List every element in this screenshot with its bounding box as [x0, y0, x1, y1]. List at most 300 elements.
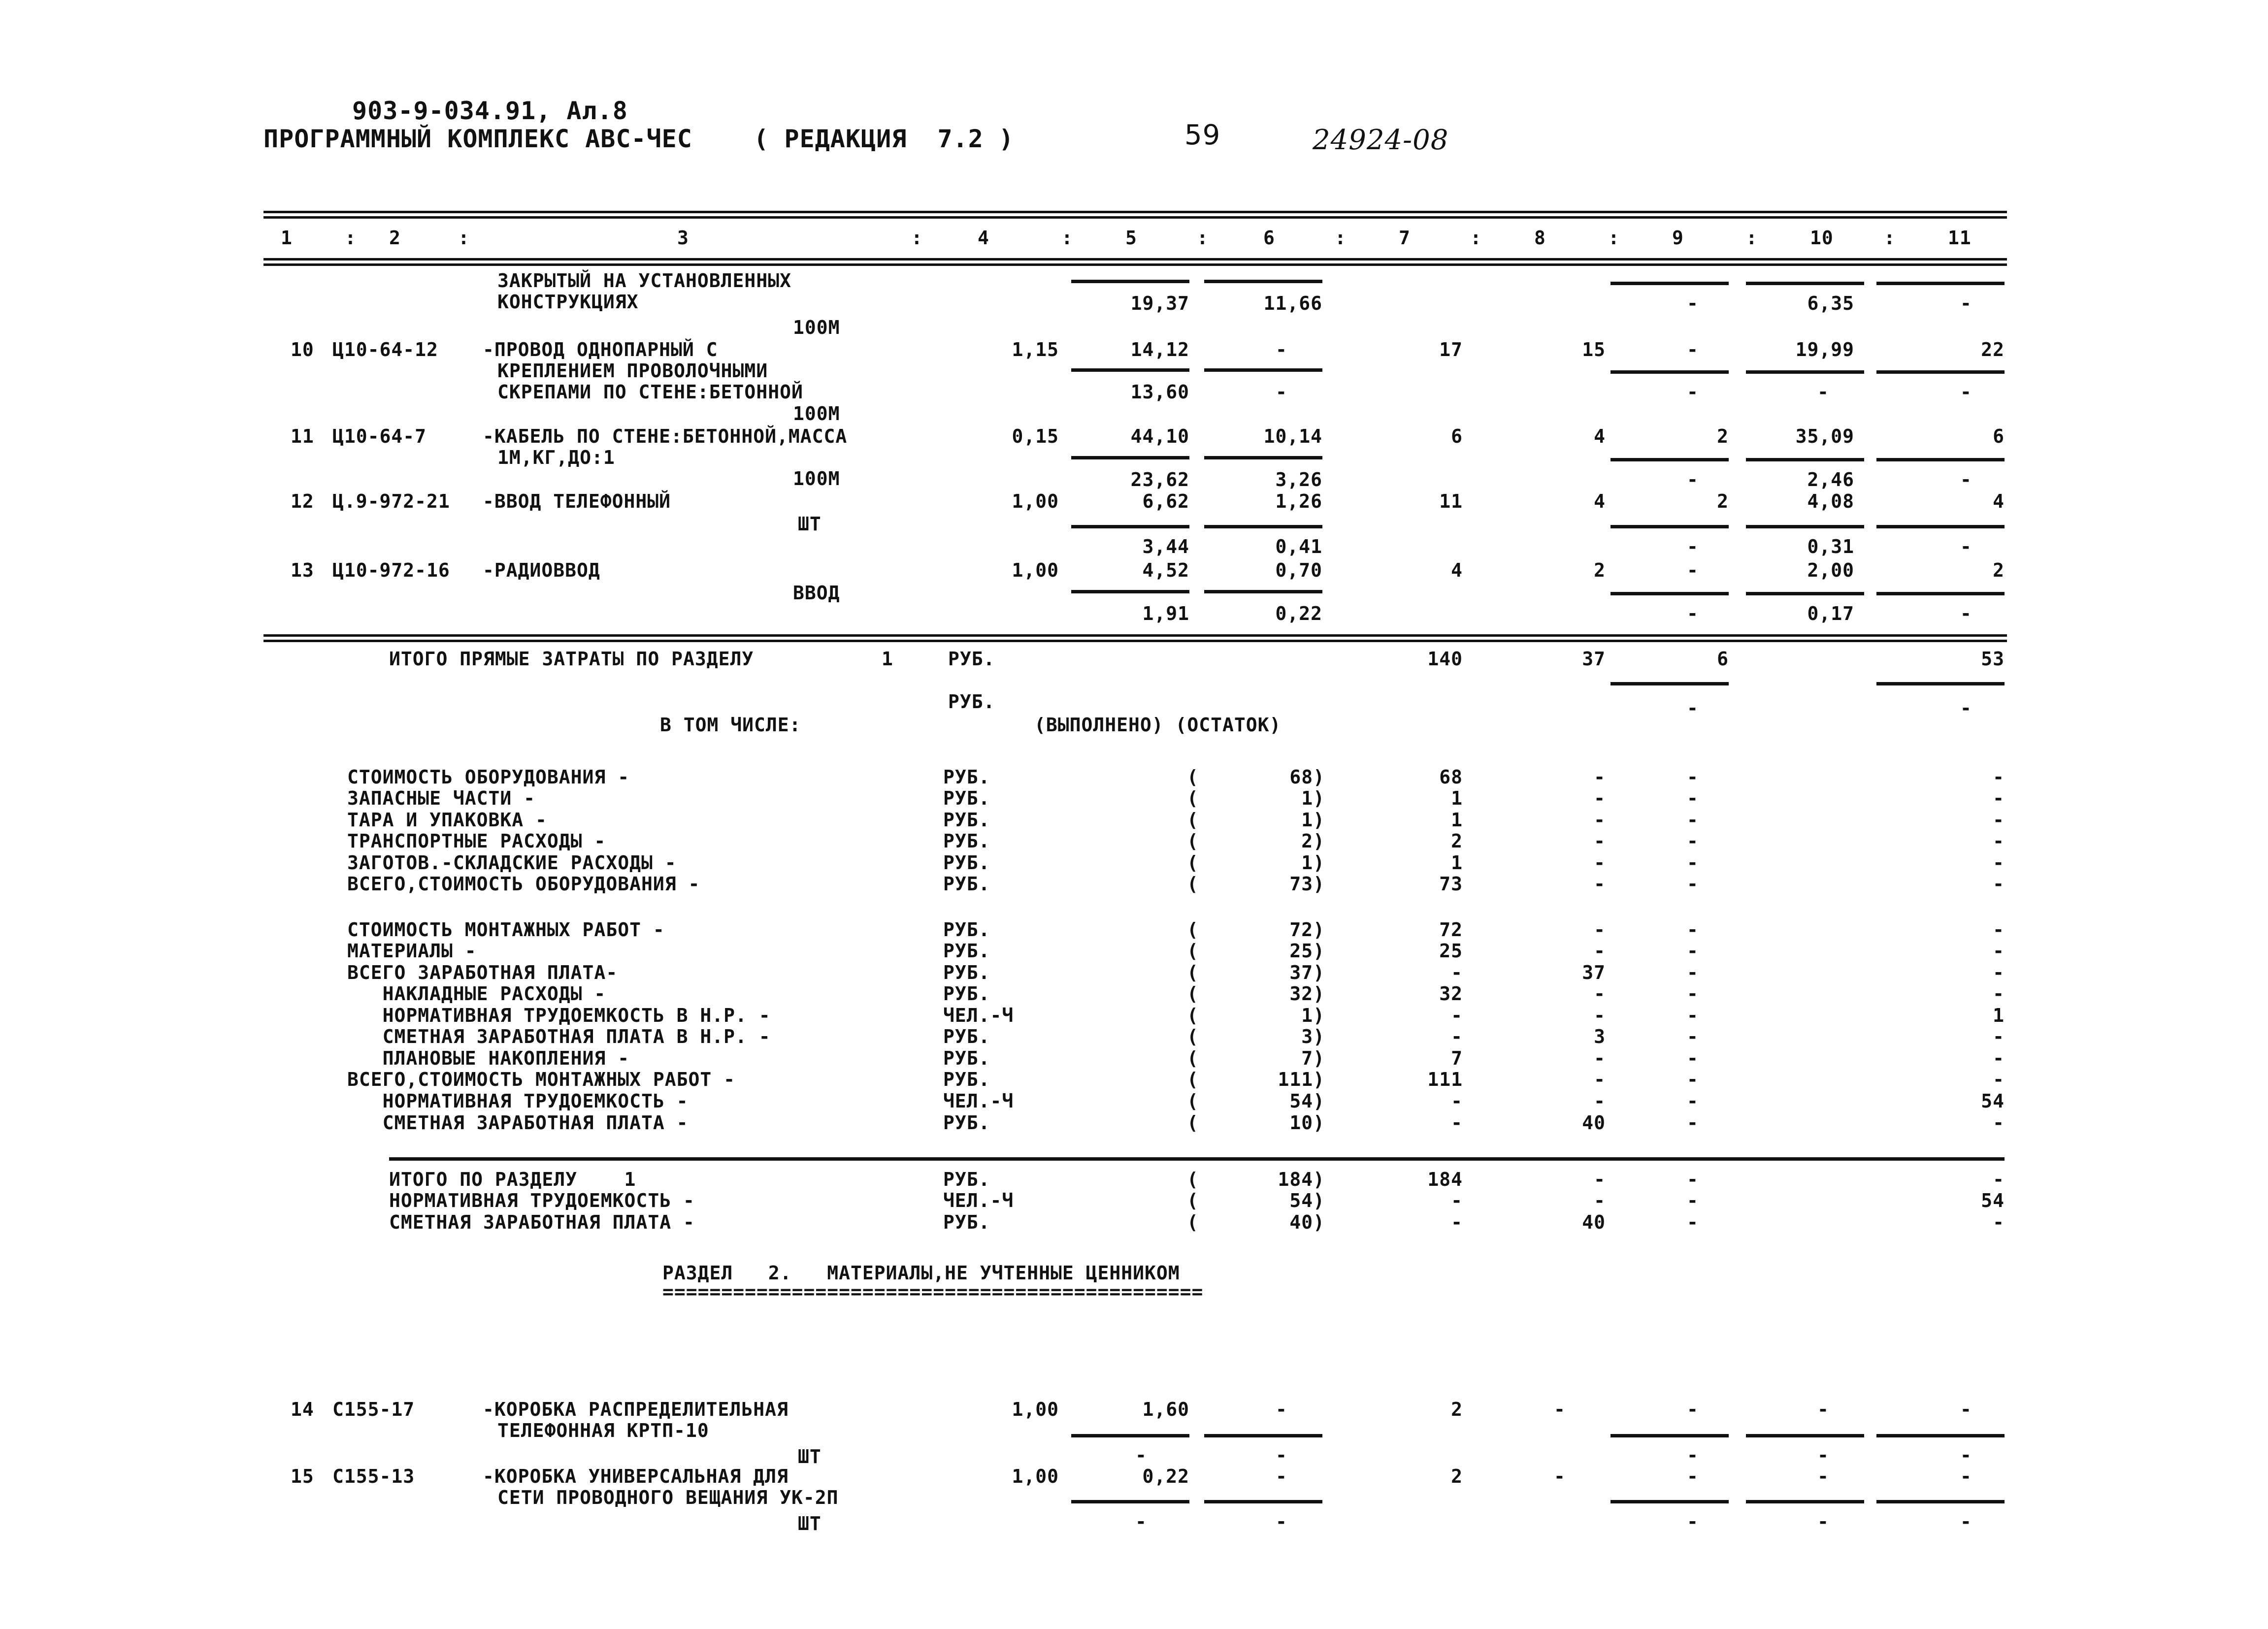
breakdown-label: ТРАНСПОРТНЫЕ РАСХОДЫ -	[347, 830, 606, 852]
bracket: (	[1187, 1211, 1199, 1233]
value-cell: 3,26	[1275, 469, 1322, 490]
value-cell: -	[1594, 983, 1606, 1005]
item-number: 15	[291, 1466, 314, 1487]
unit-label: РУБ.	[943, 962, 990, 983]
value-cell: -	[1135, 1444, 1147, 1466]
value-cell: -	[1687, 1069, 1699, 1090]
value-cell: -	[1817, 1511, 1829, 1532]
breakdown-label: ЗАПАСНЫЕ ЧАСТИ -	[347, 787, 536, 809]
value-cell: 4	[1594, 490, 1606, 512]
value-cell: -	[1960, 603, 1972, 624]
bracket: (	[1187, 766, 1199, 788]
item-code: Ц.9-972-21	[332, 490, 450, 512]
value-cell: -	[1993, 940, 2005, 962]
item-description: -КОРОБКА РАСПРЕДЕЛИТЕЛЬНАЯ	[483, 1399, 789, 1420]
remainder-value: 54)	[1289, 1190, 1325, 1211]
value-cell: -	[1993, 1069, 2005, 1090]
value-cell: -	[1960, 1399, 1972, 1420]
column-number: 7	[1399, 227, 1411, 249]
remainder-value: 73)	[1289, 873, 1325, 895]
value-cell: -	[1687, 1190, 1699, 1211]
value-cell: -	[1594, 1090, 1606, 1112]
value-cell: -	[1993, 852, 2005, 874]
value-cell: -	[1687, 919, 1699, 941]
value-cell: 0,17	[1807, 603, 1854, 624]
value-cell: 32	[1439, 983, 1463, 1005]
bracket: (	[1187, 1190, 1199, 1211]
value-cell: -	[1817, 1444, 1829, 1466]
breakdown-label: ПЛАНОВЫЕ НАКОПЛЕНИЯ -	[347, 1047, 630, 1069]
value-cell: 72	[1439, 919, 1463, 941]
value-cell: -	[1960, 536, 1972, 557]
item-description: ЗАКРЫТЫЙ НА УСТАНОВЛЕННЫХ	[497, 270, 791, 292]
remainder-value: 37)	[1289, 962, 1325, 983]
section-total-label: НОРМАТИВНАЯ ТРУДОЕМКОСТЬ -	[389, 1190, 695, 1211]
value-cell: -	[1594, 830, 1606, 852]
quantity: 1,00	[1012, 559, 1059, 581]
value-cell: -	[1687, 1444, 1699, 1466]
value-cell: -	[1687, 469, 1699, 490]
value-cell: 10,14	[1263, 425, 1322, 447]
program-title: ПРОГРАММНЫЙ КОМПЛЕКС АВС-ЧЕС ( РЕДАКЦИЯ 7.2 )	[263, 125, 1015, 153]
value-cell: 0,22	[1142, 1466, 1189, 1487]
value-cell: 0,31	[1807, 536, 1854, 557]
value-cell: -	[1687, 1005, 1699, 1026]
value-cell: 6	[1451, 425, 1463, 447]
page-number: 59	[1184, 119, 1221, 151]
bracket: (	[1187, 962, 1199, 983]
item-description: СКРЕПАМИ ПО СТЕНЕ:БЕТОННОЙ	[497, 381, 803, 403]
value-cell: -	[1687, 809, 1699, 831]
value-cell: -	[1817, 1466, 1829, 1487]
value-cell: -	[1687, 873, 1699, 895]
remainder-value: 3)	[1301, 1026, 1325, 1047]
value-cell: 14,12	[1130, 339, 1189, 360]
value-cell: 4,52	[1142, 559, 1189, 581]
value-cell: -	[1594, 873, 1606, 895]
item-description: -РАДИОВВОД	[483, 559, 600, 581]
value-cell: -	[1687, 536, 1699, 557]
value-cell: 1	[1451, 852, 1463, 874]
remainder-value: 2)	[1301, 830, 1325, 852]
value-cell: -	[1993, 1211, 2005, 1233]
value-cell: -	[1993, 873, 2005, 895]
column-number: 1	[281, 227, 293, 249]
value-cell: 1,26	[1275, 490, 1322, 512]
value-cell: 2,00	[1807, 559, 1854, 581]
column-number: 5	[1125, 227, 1137, 249]
value-cell: -	[1594, 1169, 1606, 1190]
breakdown-label: НОРМАТИВНАЯ ТРУДОЕМКОСТЬ В Н.Р. -	[347, 1005, 771, 1026]
remainder-value: 1)	[1301, 1005, 1325, 1026]
value-cell: -	[1276, 1511, 1287, 1532]
value-cell: 53	[1981, 648, 2005, 670]
unit-label: РУБ.	[943, 830, 990, 852]
value-cell: 6,35	[1807, 293, 1854, 314]
value-cell: -	[1960, 469, 1972, 490]
unit-label: 100М	[793, 317, 840, 338]
column-number: 11	[1948, 227, 1972, 249]
unit-label: РУБ.	[943, 787, 990, 809]
value-cell: 23,62	[1130, 469, 1189, 490]
value-cell: -	[1817, 1399, 1829, 1420]
value-cell: 54	[1981, 1090, 2005, 1112]
breakdown-label: ВСЕГО ЗАРАБОТНАЯ ПЛАТА-	[347, 962, 618, 983]
item-description: -КАБЕЛЬ ПО СТЕНЕ:БЕТОННОЙ,МАССА	[483, 425, 848, 447]
value-cell: -	[1451, 1211, 1463, 1233]
value-cell: -	[1594, 1190, 1606, 1211]
unit-label: РУБ.	[943, 766, 990, 788]
remainder-value: 25)	[1289, 940, 1325, 962]
value-cell: -	[1554, 1399, 1566, 1420]
value-cell: -	[1993, 787, 2005, 809]
value-cell: -	[1687, 1026, 1699, 1047]
unit-label: РУБ.	[943, 1112, 990, 1134]
breakdown-label: СМЕТНАЯ ЗАРАБОТНАЯ ПЛАТА -	[347, 1112, 689, 1134]
value-cell: -	[1594, 766, 1606, 788]
item-number: 12	[291, 490, 314, 512]
item-number: 10	[291, 339, 314, 360]
value-cell: 6	[1717, 648, 1729, 670]
value-cell: 1	[1451, 787, 1463, 809]
breakdown-label: ЗАГОТОВ.-СКЛАДСКИЕ РАСХОДЫ -	[347, 852, 677, 874]
column-number: 10	[1810, 227, 1834, 249]
bracket: (	[1187, 919, 1199, 941]
value-cell: 3	[1594, 1026, 1606, 1047]
value-cell: -	[1960, 1466, 1972, 1487]
remainder-value: 1)	[1301, 852, 1325, 874]
unit-label: РУБ.	[948, 648, 995, 670]
value-cell: 4	[1451, 559, 1463, 581]
bracket: (	[1187, 1169, 1199, 1190]
quantity: 1,00	[1012, 490, 1059, 512]
remainder-value: 111)	[1278, 1069, 1325, 1090]
value-cell: 111	[1427, 1069, 1463, 1090]
item-code: С155-17	[332, 1399, 415, 1420]
value-cell: -	[1960, 381, 1972, 403]
item-number: 13	[291, 559, 314, 581]
value-cell: -	[1687, 1090, 1699, 1112]
value-cell: -	[1993, 766, 2005, 788]
remainder-value: 54)	[1289, 1090, 1325, 1112]
value-cell: -	[1276, 1399, 1287, 1420]
item-description: КОНСТРУКЦИЯХ	[497, 291, 639, 313]
value-cell: -	[1276, 1466, 1287, 1487]
value-cell: -	[1993, 1047, 2005, 1069]
value-cell: 25	[1439, 940, 1463, 962]
remainder-value: 72)	[1289, 919, 1325, 941]
value-cell: -	[1687, 293, 1699, 314]
value-cell: 35,09	[1795, 425, 1854, 447]
quantity: 1,00	[1012, 1466, 1059, 1487]
bracket: (	[1187, 1005, 1199, 1026]
value-cell: -	[1687, 830, 1699, 852]
value-cell: -	[1451, 1005, 1463, 1026]
breakdown-label: ВСЕГО,СТОИМОСТЬ ОБОРУДОВАНИЯ -	[347, 873, 700, 895]
bracket: (	[1187, 830, 1199, 852]
column-number: 8	[1534, 227, 1546, 249]
section-number: 1	[882, 648, 893, 670]
value-cell: -	[1687, 962, 1699, 983]
executed-remainder-header: (ВЫПОЛНЕНО) (ОСТАТОК)	[1034, 714, 1282, 736]
quantity: 1,00	[1012, 1399, 1059, 1420]
value-cell: -	[1276, 381, 1287, 403]
breakdown-label: МАТЕРИАЛЫ -	[347, 940, 477, 962]
item-number: 11	[291, 425, 314, 447]
value-cell: 68	[1439, 766, 1463, 788]
breakdown-label: НОРМАТИВНАЯ ТРУДОЕМКОСТЬ -	[347, 1090, 689, 1112]
value-cell: 1,60	[1142, 1399, 1189, 1420]
value-cell: 17	[1439, 339, 1463, 360]
value-cell: 0,41	[1275, 536, 1322, 557]
value-cell: -	[1451, 1112, 1463, 1134]
value-cell: 19,37	[1130, 293, 1189, 314]
value-cell: 73	[1439, 873, 1463, 895]
value-cell: -	[1451, 1090, 1463, 1112]
value-cell: -	[1993, 1112, 2005, 1134]
value-cell: -	[1594, 919, 1606, 941]
value-cell: 7	[1451, 1047, 1463, 1069]
value-cell: -	[1687, 940, 1699, 962]
value-cell: 6,62	[1142, 490, 1189, 512]
value-cell: -	[1594, 852, 1606, 874]
value-cell: -	[1687, 852, 1699, 874]
value-cell: -	[1687, 1169, 1699, 1190]
value-cell: -	[1993, 1169, 2005, 1190]
value-cell: 0,70	[1275, 559, 1322, 581]
value-cell: 2	[1993, 559, 2005, 581]
breakdown-label: ВСЕГО,СТОИМОСТЬ МОНТАЖНЫХ РАБОТ -	[347, 1069, 735, 1090]
unit-label: РУБ.	[943, 852, 990, 874]
value-cell: 140	[1427, 648, 1463, 670]
value-cell: 6	[1993, 425, 2005, 447]
bracket: (	[1187, 983, 1199, 1005]
value-cell: 1,91	[1142, 603, 1189, 624]
value-cell: 1	[1993, 1005, 2005, 1026]
value-cell: -	[1687, 983, 1699, 1005]
value-cell: -	[1817, 381, 1829, 403]
unit-label: РУБ.	[943, 1026, 990, 1047]
value-cell: -	[1993, 809, 2005, 831]
unit-label: ЧЕЛ.-Ч	[943, 1190, 1014, 1211]
value-cell: -	[1687, 697, 1699, 719]
value-cell: 2	[1717, 490, 1729, 512]
section-total-rule	[389, 1157, 2005, 1161]
value-cell: -	[1594, 809, 1606, 831]
value-cell: -	[1687, 603, 1699, 624]
value-cell: 184	[1427, 1169, 1463, 1190]
item-code: Ц10-64-12	[332, 339, 438, 360]
including-label: В ТОМ ЧИСЛЕ:	[660, 714, 801, 736]
section-total-label: ИТОГО ПО РАЗДЕЛУ 1	[389, 1169, 636, 1190]
value-cell: -	[1993, 830, 2005, 852]
value-cell: 4	[1594, 425, 1606, 447]
value-cell: -	[1993, 919, 2005, 941]
value-cell: -	[1451, 962, 1463, 983]
value-cell: 54	[1981, 1190, 2005, 1211]
value-cell: -	[1594, 787, 1606, 809]
unit-label: РУБ.	[943, 1069, 990, 1090]
value-cell: -	[1687, 787, 1699, 809]
value-cell: 4,08	[1807, 490, 1854, 512]
value-cell: -	[1594, 940, 1606, 962]
value-cell: -	[1993, 1026, 2005, 1047]
value-cell: -	[1687, 1466, 1699, 1487]
value-cell: -	[1993, 983, 2005, 1005]
item-number: 14	[291, 1399, 314, 1420]
value-cell: 2	[1451, 1466, 1463, 1487]
item-description: КРЕПЛЕНИЕМ ПРОВОЛОЧНЫМИ	[497, 360, 768, 382]
item-description: -КОРОБКА УНИВЕРСАЛЬНАЯ ДЛЯ	[483, 1466, 789, 1487]
remainder-value: 10)	[1289, 1112, 1325, 1134]
value-cell: 11	[1439, 490, 1463, 512]
quantity: 1,15	[1012, 339, 1059, 360]
value-cell: -	[1687, 1047, 1699, 1069]
remainder-value: 40)	[1289, 1211, 1325, 1233]
value-cell: -	[1135, 1511, 1147, 1532]
unit-label: РУБ.	[948, 691, 995, 713]
unit-label: 100М	[793, 468, 840, 489]
value-cell: 2	[1717, 425, 1729, 447]
value-cell: 3,44	[1142, 536, 1189, 557]
value-cell: 40	[1582, 1112, 1606, 1134]
header-top-rule	[263, 211, 2007, 219]
value-cell: 37	[1582, 962, 1606, 983]
unit-label: РУБ.	[943, 873, 990, 895]
unit-label: ЧЕЛ.-Ч	[943, 1005, 1014, 1026]
value-cell: -	[1687, 1511, 1699, 1532]
item-code: Ц10-972-16	[332, 559, 450, 581]
column-number: 6	[1263, 227, 1275, 249]
value-cell: 19,99	[1795, 339, 1854, 360]
value-cell: -	[1960, 697, 1972, 719]
total-label: ИТОГО ПРЯМЫЕ ЗАТРАТЫ ПО РАЗДЕЛУ	[389, 648, 754, 670]
value-cell: 2	[1594, 559, 1606, 581]
unit-label: ШТ	[798, 513, 822, 535]
unit-label: РУБ.	[943, 809, 990, 831]
value-cell: -	[1687, 339, 1699, 360]
item-description: -ВВОД ТЕЛЕФОННЫЙ	[483, 490, 671, 512]
bracket: (	[1187, 852, 1199, 874]
value-cell: 2	[1451, 830, 1463, 852]
value-cell: 40	[1582, 1211, 1606, 1233]
value-cell: -	[1687, 1211, 1699, 1233]
quantity: 0,15	[1012, 425, 1059, 447]
value-cell: 44,10	[1130, 425, 1189, 447]
unit-label: РУБ.	[943, 983, 990, 1005]
breakdown-label: НАКЛАДНЫЕ РАСХОДЫ -	[347, 983, 606, 1005]
value-cell: 0,22	[1275, 603, 1322, 624]
value-cell: 13,60	[1130, 381, 1189, 403]
column-number: 3	[677, 227, 689, 249]
header-bottom-rule	[263, 258, 2007, 266]
value-cell: -	[1276, 1444, 1287, 1466]
value-cell: 15	[1582, 339, 1606, 360]
value-cell: -	[1687, 1112, 1699, 1134]
value-cell: -	[1451, 1026, 1463, 1047]
unit-label: 100М	[793, 403, 840, 424]
bracket: (	[1187, 873, 1199, 895]
item-code: С155-13	[332, 1466, 415, 1487]
value-cell: -	[1594, 1047, 1606, 1069]
remainder-value: 1)	[1301, 787, 1325, 809]
value-cell: 4	[1993, 490, 2005, 512]
remainder-value: 1)	[1301, 809, 1325, 831]
unit-label: ЧЕЛ.-Ч	[943, 1090, 1014, 1112]
unit-label: РУБ.	[943, 1211, 990, 1233]
item-code: Ц10-64-7	[332, 425, 427, 447]
section-2-underline: ==============================================	[662, 1281, 1204, 1303]
value-cell: 11,66	[1263, 293, 1322, 314]
item-description: ТЕЛЕФОННАЯ КРТП-10	[497, 1420, 709, 1441]
bracket: (	[1187, 1069, 1199, 1090]
unit-label: РУБ.	[943, 940, 990, 962]
remainder-value: 7)	[1301, 1047, 1325, 1069]
value-cell: -	[1993, 962, 2005, 983]
breakdown-label: СТОИМОСТЬ МОНТАЖНЫХ РАБОТ -	[347, 919, 665, 941]
column-number: 2	[389, 227, 401, 249]
handwritten-number: 24924-08	[1313, 124, 1449, 156]
item-description: 1М,КГ,ДО:1	[497, 447, 615, 468]
unit-label: РУБ.	[943, 919, 990, 941]
section-divider	[263, 634, 2007, 642]
unit-label: ШТ	[798, 1513, 822, 1534]
unit-label: ВВОД	[793, 582, 840, 604]
value-cell: -	[1960, 1444, 1972, 1466]
document-code: 903-9-034.91, Ал.8	[352, 97, 628, 125]
value-cell: 22	[1981, 339, 2005, 360]
bracket: (	[1187, 1112, 1199, 1134]
bracket: (	[1187, 787, 1199, 809]
value-cell: -	[1594, 1069, 1606, 1090]
value-cell: -	[1687, 766, 1699, 788]
unit-label: РУБ.	[943, 1047, 990, 1069]
item-description: -ПРОВОД ОДНОПАРНЫЙ С	[483, 339, 718, 360]
column-number: 9	[1672, 227, 1684, 249]
value-cell: 2,46	[1807, 469, 1854, 490]
bracket: (	[1187, 809, 1199, 831]
item-description: СЕТИ ПРОВОДНОГО ВЕЩАНИЯ УК-2П	[497, 1487, 839, 1508]
unit-label: РУБ.	[943, 1169, 990, 1190]
value-cell: 1	[1451, 809, 1463, 831]
section-total-label: СМЕТНАЯ ЗАРАБОТНАЯ ПЛАТА -	[389, 1211, 695, 1233]
bracket: (	[1187, 1047, 1199, 1069]
remainder-value: 68)	[1289, 766, 1325, 788]
bracket: (	[1187, 1090, 1199, 1112]
value-cell: -	[1687, 559, 1699, 581]
value-cell: 37	[1582, 648, 1606, 670]
remainder-value: 32)	[1289, 983, 1325, 1005]
value-cell: -	[1687, 1399, 1699, 1420]
value-cell: -	[1554, 1466, 1566, 1487]
bracket: (	[1187, 1026, 1199, 1047]
section-2-title: РАЗДЕЛ 2. МАТЕРИАЛЫ,НЕ УЧТЕННЫЕ ЦЕННИКОМ	[662, 1262, 1180, 1284]
breakdown-label: СМЕТНАЯ ЗАРАБОТНАЯ ПЛАТА В Н.Р. -	[347, 1026, 771, 1047]
value-cell: -	[1276, 339, 1287, 360]
value-cell: -	[1960, 293, 1972, 314]
breakdown-label: СТОИМОСТЬ ОБОРУДОВАНИЯ -	[347, 766, 630, 788]
bracket: (	[1187, 940, 1199, 962]
value-cell: -	[1451, 1190, 1463, 1211]
remainder-value: 184)	[1278, 1169, 1325, 1190]
breakdown-label: ТАРА И УПАКОВКА -	[347, 809, 547, 831]
column-number: 4	[978, 227, 989, 249]
unit-label: ШТ	[798, 1446, 822, 1467]
value-cell: -	[1960, 1511, 1972, 1532]
value-cell: 2	[1451, 1399, 1463, 1420]
value-cell: -	[1594, 1005, 1606, 1026]
value-cell: -	[1687, 381, 1699, 403]
